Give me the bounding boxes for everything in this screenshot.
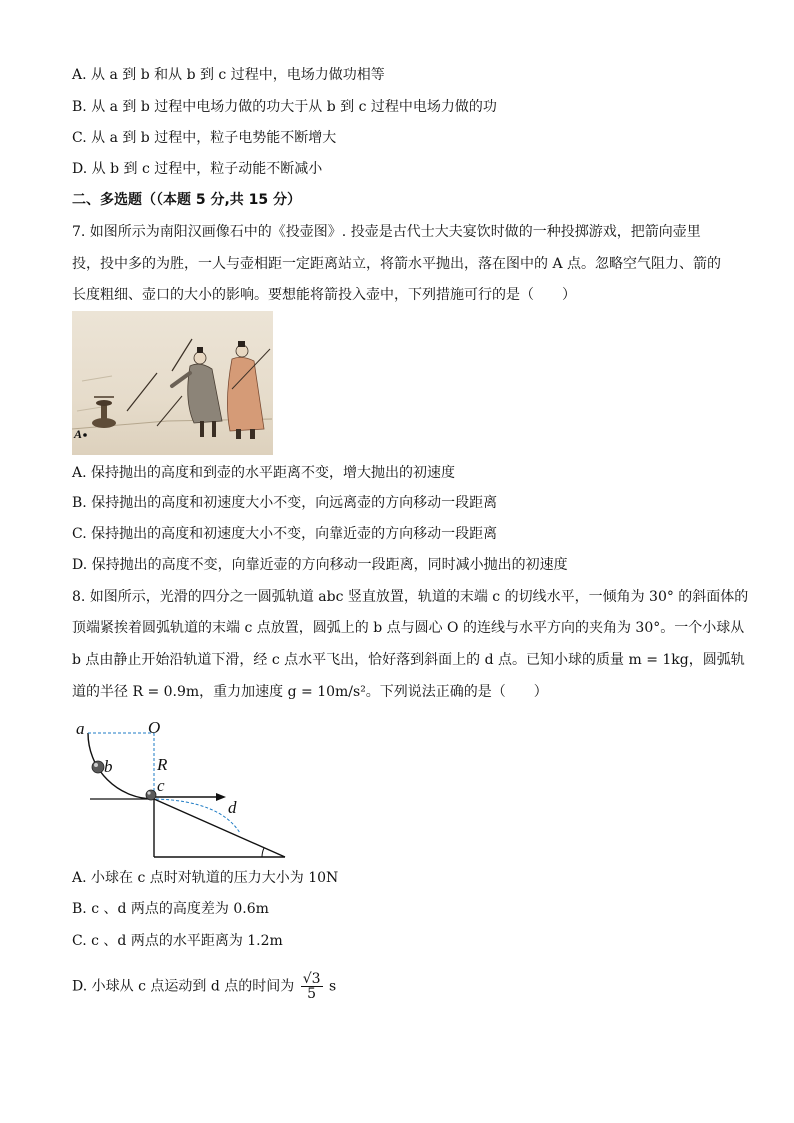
- pot-figure: [92, 397, 116, 428]
- incline-slope: [154, 799, 285, 857]
- q6-option-c: C. 从 a 到 b 过程中，粒子电势能不断增大: [72, 130, 337, 146]
- figure-onlooker: [227, 341, 270, 439]
- touhu-painting-image: [72, 311, 273, 455]
- q6-option-a: A. 从 a 到 b 和从 b 到 c 过程中，电场力做功相等: [72, 67, 385, 83]
- fraction-numerator: √3: [302, 971, 321, 987]
- q8-option-a: A. 小球在 c 点时对轨道的压力大小为 10N: [72, 870, 339, 886]
- figure-thrower: [172, 347, 222, 437]
- unit-seconds: s: [328, 978, 337, 995]
- q7-option-b: B. 保持抛出的高度和初速度大小不变，向远离壶的方向移动一段距离: [72, 495, 498, 511]
- q7-stem-line1: 7. 如图所示为南阳汉画像石中的《投壶图》. 投壶是古代士大夫宴饮时做的一种投掷游戏，把箭向壶里: [72, 224, 701, 240]
- ball-at-b: [92, 761, 104, 773]
- section-heading: 二、多选题（（本题 5 分,共 15 分）: [72, 192, 302, 208]
- q8-option-d: [72, 972, 336, 1001]
- label-c: c: [157, 776, 165, 795]
- angle-arc: [262, 848, 264, 857]
- q6-option-b: B. 从 a 到 b 过程中电场力做的功大于从 b 到 c 过程中电场力做的功: [72, 99, 497, 115]
- q7-stem-line2: 投，投中多的为胜，一人与壶相距一定距离站立，将箭水平抛出，落在图中的 A 点。忽略空气阻力、箭的: [72, 256, 722, 272]
- q7-stem-line3: 长度粗细、壶口的大小的影响。要想能将箭投入壶中，下列措施可行的是（ ）: [72, 287, 576, 303]
- label-b: b: [104, 757, 113, 776]
- label-o: O: [148, 718, 161, 737]
- label-d: d: [228, 798, 237, 817]
- track-incline-diagram: [70, 715, 300, 869]
- q8-stem-line1: 8. 如图所示，光滑的四分之一圆弧轨道 abc 竖直放置，轨道的末端 c 的切线水平，一倾角为 30° 的斜面体的: [72, 589, 749, 605]
- q8-option-d-text: D. 小球从 c 点运动到 d 点的时间为: [72, 978, 295, 995]
- point-a-marker: [83, 433, 87, 437]
- q7-option-a: A. 保持抛出的高度和到壶的水平距离不变，增大抛出的初速度: [72, 465, 456, 481]
- point-a-label: A: [74, 427, 83, 441]
- ball-at-c: [146, 790, 156, 800]
- q7-option-d: D. 保持抛出的高度不变，向靠近壶的方向移动一段距离，同时减小抛出的初速度: [72, 557, 568, 573]
- fraction-denominator: 5: [307, 986, 317, 1002]
- fraction: [301, 972, 323, 1001]
- q8-stem-line3: b 点由静止开始沿轨道下滑，经 c 点水平飞出，恰好落到斜面上的 d 点。已知小球的质量 m = 1kg，圆弧轨: [72, 652, 745, 668]
- q8-stem-line4: 道的半径 R = 0.9m，重力加速度 g = 10m/s²。下列说法正确的是（ ）: [72, 684, 548, 700]
- q7-option-c: C. 保持抛出的高度和初速度大小不变，向靠近壶的方向移动一段距离: [72, 526, 498, 542]
- label-r: R: [157, 755, 168, 774]
- q8-stem-line2: 顶端紧挨着圆弧轨道的末端 c 点放置，圆弧上的 b 点与圆心 O 的连线与水平方向的夹角为 30°。一个小球从: [72, 620, 745, 636]
- label-a: a: [76, 719, 85, 738]
- q8-option-c: C. c 、d 两点的水平距离为 1.2m: [72, 933, 283, 949]
- q6-option-d: D. 从 b 到 c 过程中，粒子动能不断减小: [72, 161, 323, 177]
- q8-option-b: B. c 、d 两点的高度差为 0.6m: [72, 901, 269, 917]
